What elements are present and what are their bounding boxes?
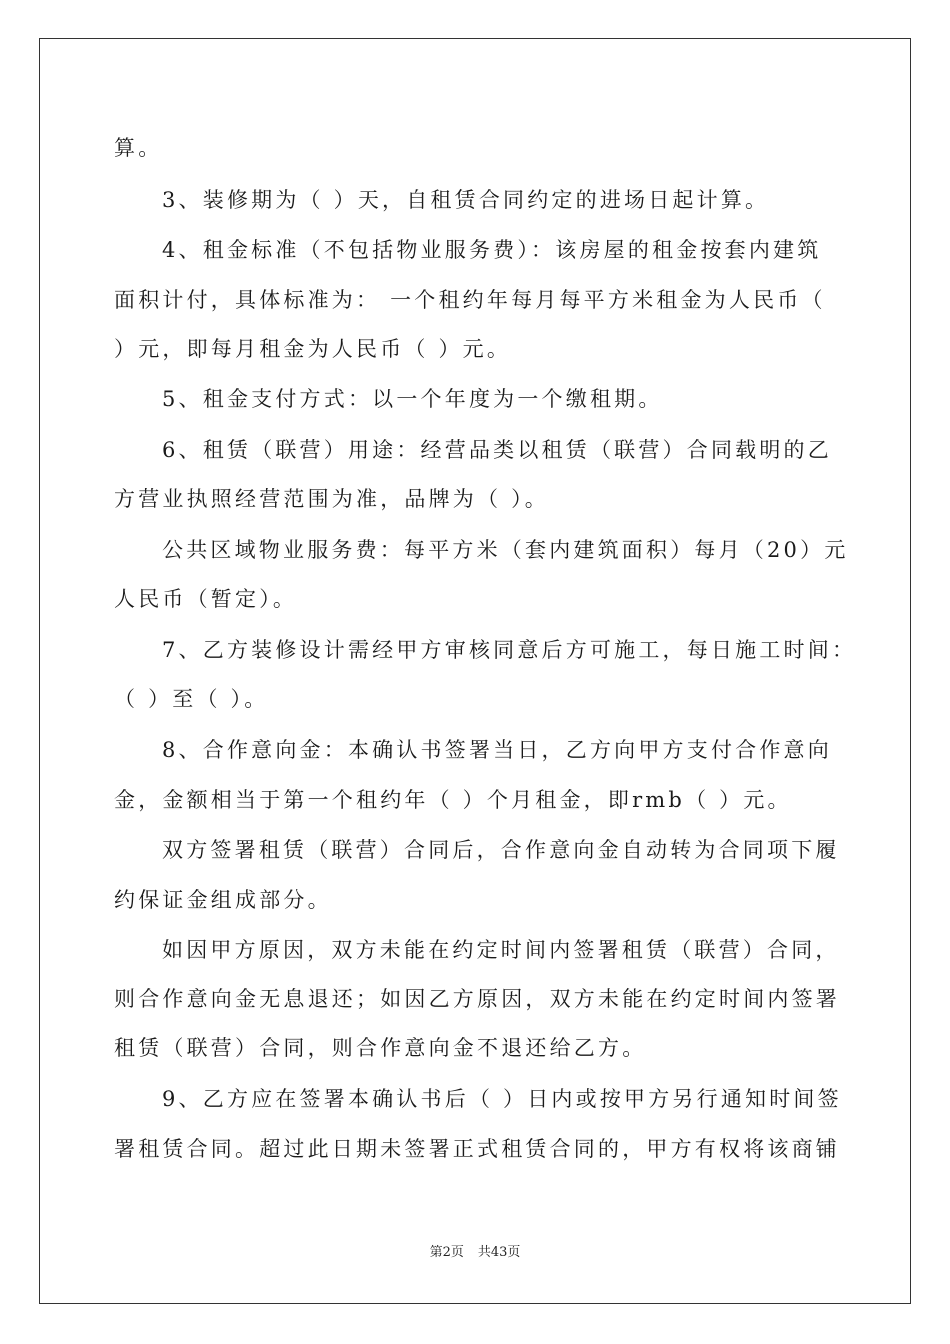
text-line: 双方签署租赁（联营）合同后，合作意向金自动转为合同项下履: [162, 838, 840, 862]
text-line: 5、租金支付方式：以一个年度为一个缴租期。: [162, 387, 663, 411]
text-line: 算。: [114, 136, 163, 160]
text-line: 如因甲方原因，双方未能在约定时间内签署租赁（联营）合同，: [162, 938, 840, 962]
text-line: 署租赁合同。超过此日期未签署正式租赁合同的，甲方有权将该商铺: [114, 1137, 840, 1161]
text-line: 6、租赁（联营）用途：经营品类以租赁（联营）合同载明的乙: [162, 438, 832, 462]
text-line: 租赁（联营）合同，则合作意向金不退还给乙方。: [114, 1036, 647, 1060]
text-line: （ ）至（ ）。: [114, 687, 269, 711]
text-line: 9、乙方应在签署本确认书后（ ）日内或按甲方另行通知时间签: [162, 1087, 842, 1111]
page-border: [39, 38, 911, 1304]
text-line: 面积计付，具体标准为： 一个租约年每月每平方米租金为人民币（: [114, 288, 826, 312]
text-line: 4、租金标准（不包括物业服务费）：该房屋的租金按套内建筑: [162, 238, 822, 262]
text-line: 3、装修期为（ ）天，自租赁合同约定的进场日起计算。: [162, 188, 770, 212]
page-total: 共43页: [477, 1245, 521, 1260]
text-line: 公共区域物业服务费：每平方米（套内建筑面积）每月（20）元: [162, 538, 849, 562]
text-line: 方营业执照经营范围为准，品牌为（ ）。: [114, 487, 549, 511]
page-number: 第2页: [429, 1245, 464, 1260]
text-line: 8、合作意向金：本确认书签署当日，乙方向甲方支付合作意向: [162, 738, 832, 762]
page-footer: [0, 1244, 950, 1262]
text-line: 人民币（暂定）。: [114, 587, 298, 611]
text-line: 金，金额相当于第一个租约年（ ）个月租金，即rmb（ ）元。: [114, 788, 792, 812]
text-line: 则合作意向金无息退还；如因乙方原因，双方未能在约定时间内签署: [114, 987, 840, 1011]
text-line: 7、乙方装修设计需经甲方审核同意后方可施工，每日施工时间：: [162, 638, 857, 662]
text-line: 约保证金组成部分。: [114, 888, 332, 912]
text-line: ）元，即每月租金为人民币（ ）元。: [114, 337, 512, 361]
